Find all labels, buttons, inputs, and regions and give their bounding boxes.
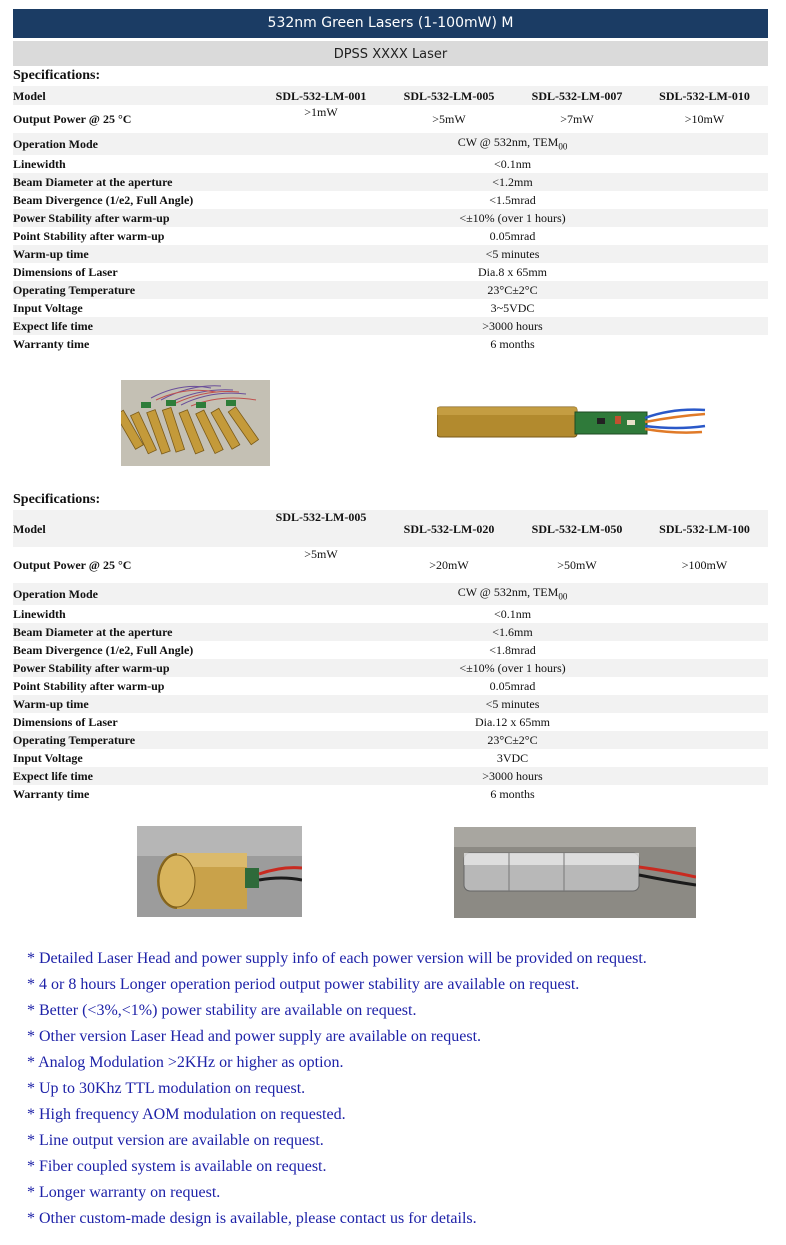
- table-row: [13, 605, 768, 623]
- table-row: [13, 623, 768, 641]
- model-name: SDL-532-LM-100: [641, 510, 768, 547]
- spec-label: Beam Diameter at the aperture: [13, 173, 257, 191]
- model-name: SDL-532-LM-020: [385, 510, 513, 547]
- spec-value: <±10% (over 1 hours): [257, 659, 768, 677]
- laser-module-pcb-photo: [437, 404, 707, 440]
- table-row: [13, 86, 768, 105]
- spec-label: Beam Divergence (1/e2, Full Angle): [13, 193, 194, 208]
- spec-rows-2: [13, 605, 768, 803]
- spec-value: 23°C±2°C: [257, 281, 768, 299]
- spec-label: Input Voltage: [13, 751, 83, 766]
- spec-value: <5 minutes: [257, 695, 768, 713]
- table-row: [13, 245, 768, 263]
- spec-value: <1.8mrad: [489, 643, 536, 658]
- spec-value: 23°C±2°C: [257, 731, 768, 749]
- model-name: SDL-532-LM-005: [257, 510, 385, 547]
- output-power-value: >5mW: [432, 112, 466, 126]
- output-power-value: >100mW: [681, 558, 728, 572]
- model-name: SDL-532-LM-001: [257, 86, 385, 105]
- output-power-value: >7mW: [560, 112, 594, 126]
- spec-label: Point Stability after warm-up: [13, 229, 165, 244]
- spec-label: Operating Temperature: [13, 731, 257, 749]
- list-item: * Longer warranty on request.: [27, 1184, 221, 1201]
- spec-label: Power Stability after warm-up: [13, 659, 257, 677]
- spec-value: 3~5VDC: [490, 301, 535, 316]
- list-item: * Up to 30Khz TTL modulation on request.: [27, 1080, 306, 1097]
- model-label: Model: [13, 510, 257, 547]
- table-row: [13, 335, 768, 353]
- table-row: [13, 677, 768, 695]
- output-power-value: >5mW: [304, 547, 338, 561]
- operation-mode-label: Operation Mode: [13, 583, 257, 605]
- spec-label: Warranty time: [13, 337, 90, 352]
- list-item: * 4 or 8 hours Longer operation period output power stability are available on request.: [27, 976, 580, 993]
- spec-label: Beam Diameter at the aperture: [13, 623, 257, 641]
- spec-table-2: [13, 510, 768, 803]
- table-row: [13, 263, 768, 281]
- table-row: [13, 173, 768, 191]
- table-row: [13, 713, 768, 731]
- list-item: * Better (<3%,<1%) power stability are available on request.: [27, 1002, 417, 1019]
- table-row: [13, 749, 768, 767]
- page-subtitle: DPSS XXXX Laser: [333, 47, 448, 62]
- table-row: [13, 155, 768, 173]
- spec-value: 6 months: [490, 337, 535, 352]
- spec-value: 0.05mrad: [489, 229, 536, 244]
- output-power-value: >20mW: [429, 558, 469, 572]
- spec-value: 6 months: [490, 787, 535, 802]
- spec-value: >3000 hours: [257, 317, 768, 335]
- operation-mode-value: CW @ 532nm, $TEM_{00}$: [257, 583, 768, 605]
- output-power-label: Output Power @ 25 °C: [13, 112, 132, 126]
- spec-label: Beam Divergence (1/e2, Full Angle): [13, 643, 194, 658]
- page-title: 532nm Green Lasers (1-100mW) M: [267, 15, 514, 31]
- spec-value: 0.05mrad: [489, 679, 536, 694]
- table-row: [13, 227, 768, 245]
- spec-value: Dia.8 x 65mm: [478, 265, 547, 280]
- laser-modules-bundle-photo: [121, 380, 270, 466]
- page-title-banner: [13, 9, 768, 38]
- table-row: [13, 317, 768, 335]
- model-name: SDL-532-LM-007: [513, 86, 641, 105]
- output-power-label: Output Power @ 25 °C: [13, 558, 132, 572]
- spec-label: Power Stability after warm-up: [13, 209, 257, 227]
- specifications-heading-2: Specifications:: [13, 492, 101, 507]
- model-name: SDL-532-LM-005: [385, 86, 513, 105]
- table-row: [13, 133, 768, 155]
- spec-label: Expect life time: [13, 317, 257, 335]
- silver-laser-module-photo: [454, 827, 696, 918]
- table-row: [13, 510, 768, 547]
- brass-laser-module-photo: [137, 826, 302, 917]
- table-row: [13, 695, 768, 713]
- spec-label: Warranty time: [13, 787, 90, 802]
- table-row: [13, 191, 768, 209]
- spec-table-1: [13, 86, 768, 353]
- specifications-heading-1: Specifications:: [13, 68, 101, 83]
- table-row: [13, 281, 768, 299]
- list-item: * Fiber coupled system is available on request.: [27, 1158, 327, 1175]
- subtitle-banner: [13, 41, 768, 66]
- output-power-value: >50mW: [557, 558, 597, 572]
- model-name: SDL-532-LM-010: [641, 86, 768, 105]
- notes-list: [27, 946, 767, 1232]
- list-item: * Other custom-made design is available, please contact us for details.: [27, 1210, 477, 1227]
- model-label: Model: [13, 86, 257, 105]
- operation-mode-label: Operation Mode: [13, 133, 257, 155]
- spec-label: Warm-up time: [13, 695, 257, 713]
- table-row: [13, 767, 768, 785]
- operation-mode-value: CW @ 532nm, $TEM_{00}$: [257, 133, 768, 155]
- list-item: * High frequency AOM modulation on requested.: [27, 1106, 346, 1123]
- spec-value: <1.2mm: [257, 173, 768, 191]
- spec-value: <0.1nm: [493, 157, 532, 172]
- list-item: * Other version Laser Head and power supply are available on request.: [27, 1028, 482, 1045]
- spec-value: <1.5mrad: [489, 193, 536, 208]
- model-name: SDL-532-LM-050: [513, 510, 641, 547]
- table-row: [13, 659, 768, 677]
- output-power-value: >1mW: [304, 105, 338, 119]
- spec-label: Linewidth: [13, 607, 66, 622]
- spec-label: Linewidth: [13, 157, 66, 172]
- table-row: [13, 641, 768, 659]
- spec-label: Dimensions of Laser: [13, 715, 118, 730]
- list-item: * Analog Modulation >2KHz or higher as option.: [27, 1054, 344, 1071]
- spec-value: >3000 hours: [257, 767, 768, 785]
- table-row: [13, 785, 768, 803]
- list-item: * Detailed Laser Head and power supply info of each power version will be provided on request.: [27, 950, 647, 967]
- spec-label: Warm-up time: [13, 245, 257, 263]
- spec-label: Point Stability after warm-up: [13, 679, 165, 694]
- table-row: [13, 731, 768, 749]
- spec-value: <1.6mm: [257, 623, 768, 641]
- spec-value: <±10% (over 1 hours): [257, 209, 768, 227]
- table-row: [13, 209, 768, 227]
- spec-label: Dimensions of Laser: [13, 265, 118, 280]
- list-item: * Line output version are available on request.: [27, 1132, 324, 1149]
- spec-label: Expect life time: [13, 767, 257, 785]
- output-power-value: >10mW: [684, 112, 725, 126]
- table-row: [13, 547, 768, 583]
- table-row: [13, 105, 768, 133]
- spec-label: Operating Temperature: [13, 281, 257, 299]
- table-row: [13, 299, 768, 317]
- spec-label: Input Voltage: [13, 301, 83, 316]
- spec-value: 3VDC: [496, 751, 529, 766]
- spec-value: Dia.12 x 65mm: [475, 715, 550, 730]
- table-row: [13, 583, 768, 605]
- spec-rows-1: [13, 155, 768, 353]
- spec-value: <5 minutes: [257, 245, 768, 263]
- spec-value: <0.1nm: [493, 607, 532, 622]
